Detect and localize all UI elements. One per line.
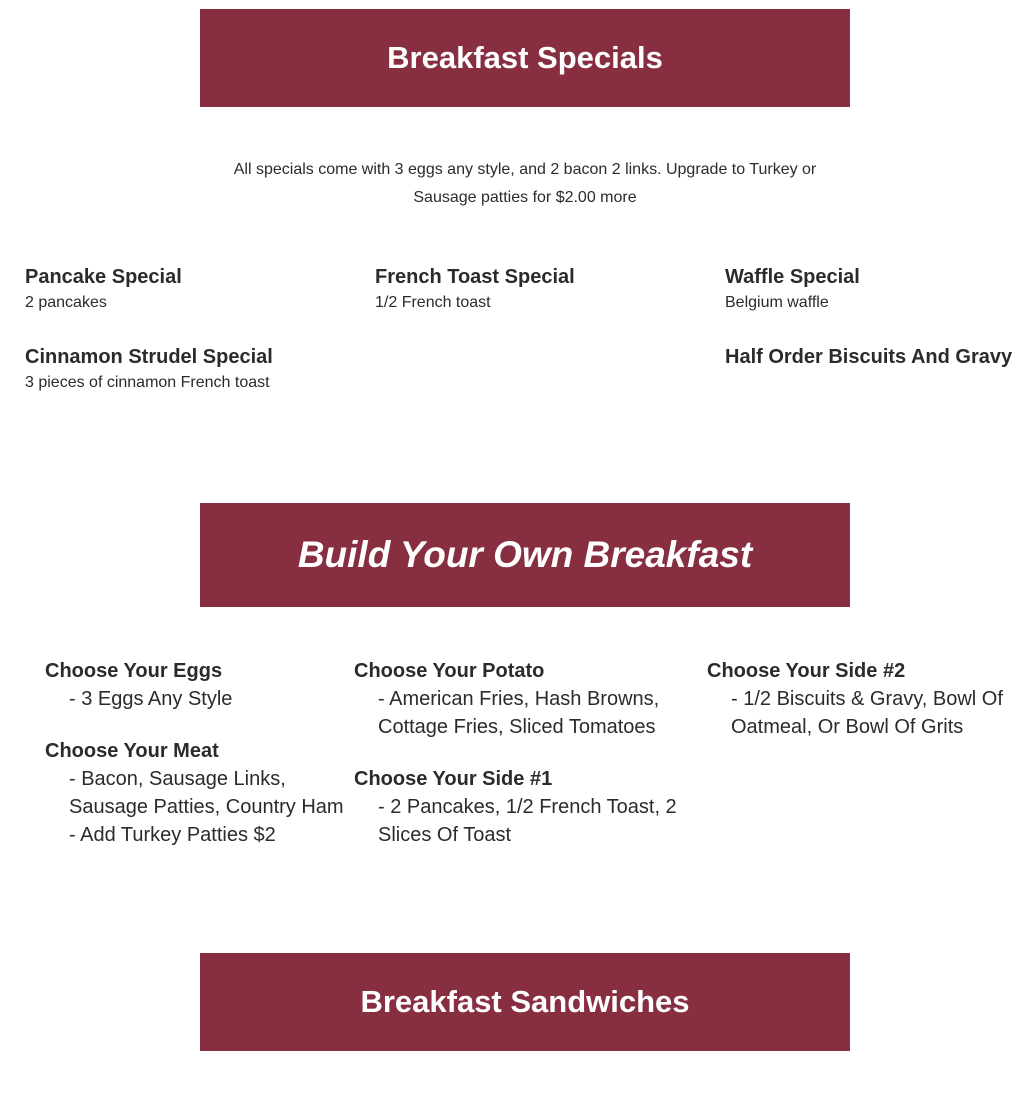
menu-item-name: Cinnamon Strudel Special [25,346,273,368]
menu-item-half-order-biscuits-gravy [725,345,1012,369]
build-your-own-banner [200,503,850,607]
choose-side2-line: Oatmeal, Or Bowl Of Grits [731,716,964,738]
specials-intro-text: All specials come with 3 eggs any style, and 2 bacon 2 links. Upgrade to Turkey or Sausage patties for $2.00 more [233,161,817,206]
menu-item-name: Half Order Biscuits And Gravy [725,346,1013,368]
choose-potato-line: Cottage Fries, Sliced Tomatoes [378,716,656,738]
breakfast-specials-banner [200,9,850,107]
breakfast-sandwiches-title: Breakfast Sandwiches [360,984,690,1019]
breakfast-specials-title: Breakfast Specials [387,40,663,75]
choose-potato-heading: Choose Your Potato [354,660,545,682]
choose-meat-line: - Add Turkey Patties $2 [69,824,276,846]
choose-side1-line: - 2 Pancakes, 1/2 French Toast, 2 [378,796,677,818]
menu-item-description: Belgium waffle [725,294,829,311]
menu-item-cinnamon-strudel-special [25,345,273,393]
menu-item-french-toast-special [375,265,575,313]
choose-potato-group [354,657,659,741]
choose-meat-line: - Bacon, Sausage Links, [69,768,286,790]
menu-item-description: 1/2 French toast [375,294,491,311]
choose-eggs-group [45,657,232,713]
choose-eggs-line: - 3 Eggs Any Style [69,688,233,710]
menu-item-pancake-special [25,265,182,313]
menu-item-description: 2 pancakes [25,294,107,311]
choose-meat-line: Sausage Patties, Country Ham [69,796,344,818]
choose-eggs-heading: Choose Your Eggs [45,660,223,682]
menu-item-waffle-special [725,265,860,313]
menu-item-name: French Toast Special [375,266,575,288]
menu-item-name: Waffle Special [725,266,860,288]
choose-side2-line: - 1/2 Biscuits & Gravy, Bowl Of [731,688,1003,710]
choose-side1-heading: Choose Your Side #1 [354,768,553,790]
choose-side2-heading: Choose Your Side #2 [707,660,906,682]
menu-item-description: 3 pieces of cinnamon French toast [25,374,270,391]
choose-meat-heading: Choose Your Meat [45,740,219,762]
menu-item-name: Pancake Special [25,266,182,288]
breakfast-sandwiches-banner [200,953,850,1051]
choose-side1-group [354,765,677,849]
choose-side2-group [707,657,1003,741]
choose-meat-group [45,737,344,849]
choose-potato-line: - American Fries, Hash Browns, [378,688,660,710]
build-your-own-title: Build Your Own Breakfast [297,534,753,575]
choose-side1-line: Slices Of Toast [378,824,512,846]
